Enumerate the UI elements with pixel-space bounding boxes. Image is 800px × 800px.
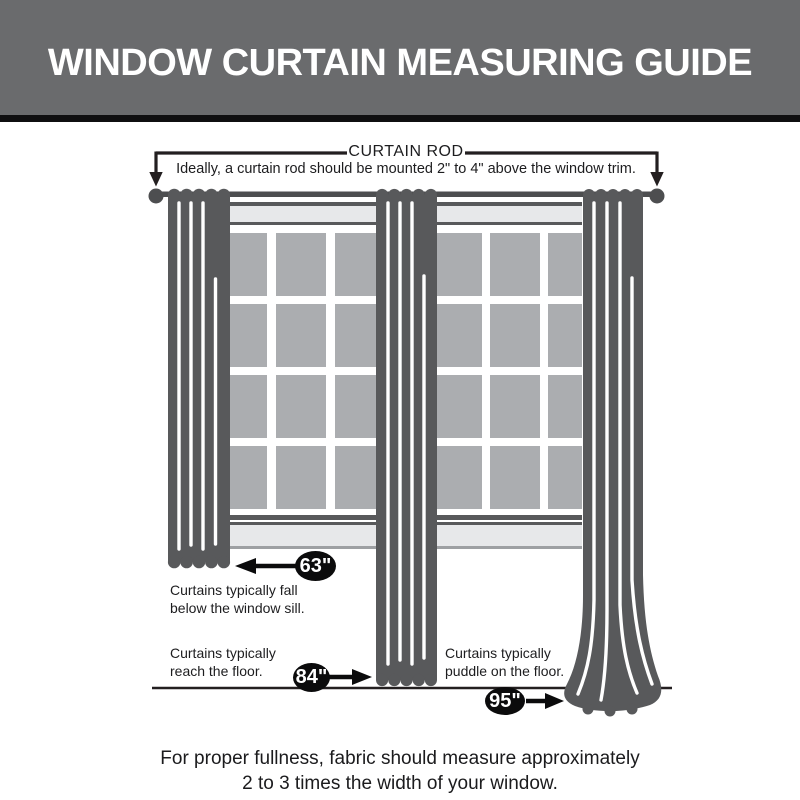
rod-bracket [149,152,663,187]
measurement-badge-84: 84" [293,663,330,692]
note-line: Curtains typically fall [170,582,298,598]
right-arrow-icon [545,693,564,709]
arrow-95 [526,693,564,709]
note-line: puddle on the floor. [445,662,565,679]
left-arrow-icon [235,558,256,574]
rod-mounting-caption: Ideally, a curtain rod should be mounted 2" to 4" above the window trim. [176,161,636,177]
arrow-84 [329,669,372,685]
rod-finial-left [149,189,164,204]
note-puddle-floor [445,645,564,680]
curtain-panel-right [564,189,661,717]
note-line: Curtains typically [445,645,551,661]
note-line: below the window sill. [170,599,305,616]
note-line: reach the floor. [170,662,263,679]
rod-finial-right [650,189,665,204]
measurement-badge-63: 63" [295,551,336,581]
page-title: WINDOW CURTAIN MEASURING GUIDE [47,42,753,84]
right-arrow-icon [352,669,372,685]
curtain-rod-label: CURTAIN ROD [348,143,464,160]
down-arrow-icon [650,172,663,187]
note-reach-floor [170,645,276,680]
note-below-sill [170,582,305,617]
fullness-note [0,746,800,796]
arrow-63 [235,558,296,574]
curtain-panel-center [376,189,437,686]
measurement-badge-95: 95" [485,687,525,715]
fullness-note-line: For proper fullness, fabric should measure approximately [160,748,640,769]
down-arrow-icon [149,172,162,187]
curtain-panel-left [168,189,230,569]
note-line: Curtains typically [170,645,276,661]
fullness-note-line: 2 to 3 times the width of your window. [242,773,558,794]
